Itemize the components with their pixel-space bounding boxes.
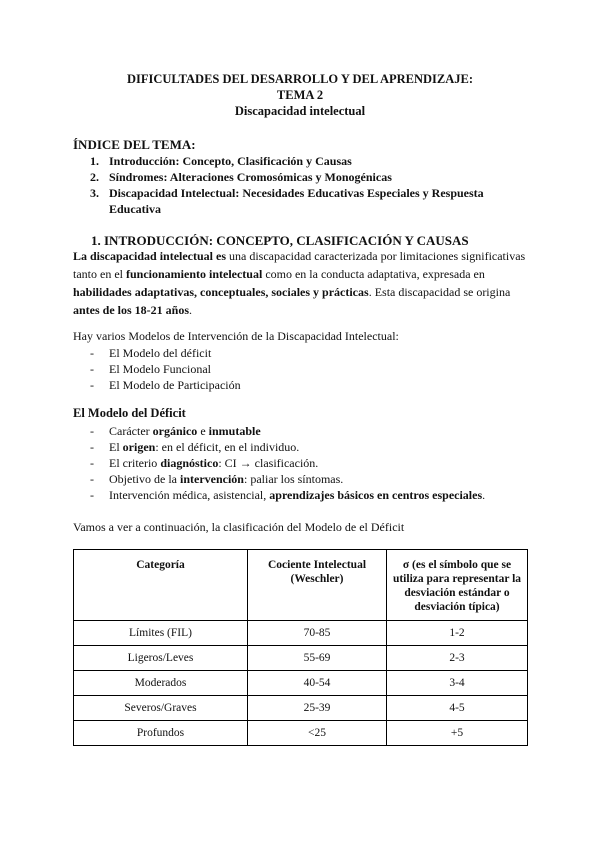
list-item: - Objetivo de la intervención: paliar los síntomas. — [90, 472, 344, 486]
bold-text: funcionamiento intelectual — [125, 267, 263, 281]
bold-text: La discapacidad intelectual es — [73, 249, 227, 263]
table-cell: 2-3 — [387, 646, 528, 671]
bold-text: antes de los 18-21 años — [73, 303, 190, 317]
text: : paliar los síntomas. — [243, 472, 344, 486]
text: una discapacidad caracterizada por limitaciones significativas tanto en el — [73, 249, 526, 281]
text: El — [109, 440, 123, 454]
classification-table — [73, 549, 528, 746]
table-row — [74, 646, 528, 671]
table-cell: 70-85 — [248, 621, 387, 646]
text: e — [197, 424, 209, 438]
table-row — [74, 671, 528, 696]
list-item: - Carácter orgánico e inmutable — [90, 424, 261, 438]
index-item-text: Síndromes: Alteraciones Cromosómicas y Monogénicas — [109, 170, 392, 184]
list-item: - El origen: en el déficit, en el individuo. — [90, 440, 300, 454]
list-item-text: El Modelo del déficit — [109, 346, 212, 360]
bold-text: aprendizajes básicos en centros especiales — [269, 488, 483, 502]
bold-text: origen — [122, 440, 156, 454]
table-cell: Severos/Graves — [74, 696, 248, 721]
list-item: - Intervención médica, asistencial, aprendizajes básicos en centros especiales. — [90, 488, 486, 502]
text: como en la conducta adaptativa, expresada en — [262, 267, 485, 281]
index-item-number: 3. — [90, 186, 99, 200]
text: El criterio — [109, 456, 161, 470]
text: . Esta discapacidad se origina — [368, 285, 511, 299]
table-cell: Profundos — [74, 721, 248, 746]
text: Intervención médica, asistencial, — [109, 488, 270, 502]
table-cell: Límites (FIL) — [74, 621, 248, 646]
bold-text: intervención — [179, 472, 244, 486]
table-cell: 25-39 — [248, 696, 387, 721]
table-intro: Vamos a ver a continuación, la clasificación del Modelo de el Déficit — [73, 520, 405, 534]
column-header: Cociente Intelectual (Weschler) — [248, 550, 387, 621]
document-title: DIFICULTADES DEL DESARROLLO Y DEL APRENDIZAJE: — [126, 72, 474, 86]
text: Carácter — [109, 424, 153, 438]
list-item-text: El Modelo Funcional — [109, 362, 211, 376]
list-item: - El Modelo del déficit — [90, 346, 212, 360]
topic-title: Discapacidad intelectual — [234, 104, 366, 118]
text: Objetivo de la — [109, 472, 180, 486]
list-item: - El criterio diagnóstico: CI → clasificación. — [90, 456, 319, 470]
text: . — [189, 303, 193, 317]
table-cell: 3-4 — [387, 671, 528, 696]
table-cell: <25 — [248, 721, 387, 746]
list-item-text: El Modelo de Participación — [109, 378, 241, 392]
table-header-row — [74, 550, 528, 621]
text: : en el déficit, en el individuo. — [155, 440, 300, 454]
models-intro: Hay varios Modelos de Intervención de la Discapacidad Intelectual: — [73, 329, 399, 343]
list-item: - El Modelo de Participación — [90, 378, 241, 392]
table-cell: Ligeros/Leves — [74, 646, 248, 671]
table-cell: 1-2 — [387, 621, 528, 646]
text: : CI → clasificación. — [218, 456, 319, 470]
bold-text: habilidades adaptativas, conceptuales, sociales y prácticas — [73, 285, 369, 299]
table-cell: 55-69 — [248, 646, 387, 671]
text: . — [482, 488, 486, 502]
bold-text: orgánico — [152, 424, 198, 438]
deficit-heading: El Modelo del Déficit — [73, 406, 186, 420]
table-row — [74, 721, 528, 746]
section-heading: 1. INTRODUCCIÓN: CONCEPTO, CLASIFICACIÓN Y CAUSAS — [91, 233, 469, 248]
table-cell: Moderados — [74, 671, 248, 696]
intro-paragraph — [73, 247, 533, 319]
index-item — [90, 169, 499, 185]
table-cell: +5 — [387, 721, 528, 746]
table-row — [74, 696, 528, 721]
index-item — [90, 153, 499, 169]
bold-text: inmutable — [208, 424, 261, 438]
index-item-text: Discapacidad Intelectual: Necesidades Educativas Especiales y Respuesta Educativa — [109, 186, 484, 216]
index-heading: ÍNDICE DEL TEMA: — [73, 137, 196, 152]
index-item-text: Introducción: Concepto, Clasificación y Causas — [109, 154, 352, 168]
table-cell: 4-5 — [387, 696, 528, 721]
list-item: - El Modelo Funcional — [90, 362, 211, 376]
index-item-number: 1. — [90, 154, 99, 168]
topic-number: TEMA 2 — [276, 88, 324, 102]
index-item-number: 2. — [90, 170, 99, 184]
bold-text: diagnóstico — [160, 456, 219, 470]
column-header: Categoría — [74, 550, 248, 621]
index-item — [90, 185, 499, 217]
table-cell: 40-54 — [248, 671, 387, 696]
table-row — [74, 621, 528, 646]
column-header: σ (es el símbolo que se utiliza para representar la desviación estándar o desviación típica) — [387, 550, 528, 621]
